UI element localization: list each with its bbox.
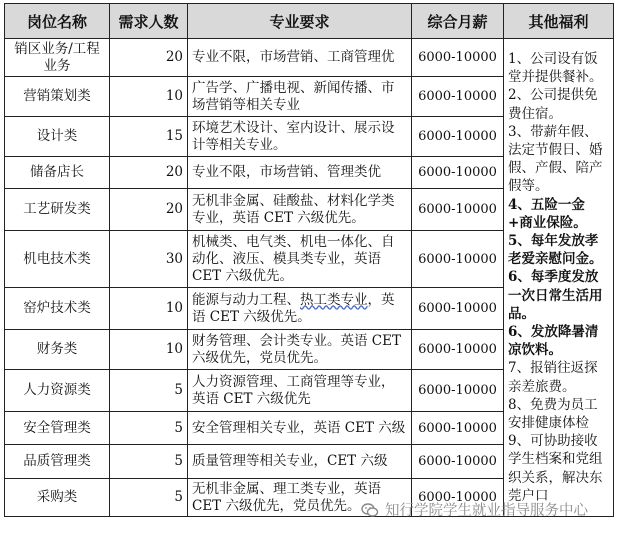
salary-cell: 6000-10000	[412, 231, 504, 288]
requirement-text-underlined: 热工类专业	[300, 291, 368, 308]
position-cell: 安全管理类	[5, 412, 110, 445]
requirement-cell: 机械类、电气类、机电一体化、自动化、液压、模具类专业，英语 CET 六级优先。	[188, 231, 412, 288]
position-cell: 储备店长	[5, 157, 110, 189]
header-salary: 综合月薪	[412, 4, 504, 39]
position-cell: 采购类	[5, 479, 110, 517]
benefit-item: 6、每季度发放一次日常生活用品。	[508, 269, 603, 322]
header-benefits: 其他福利	[504, 4, 614, 39]
header-row	[5, 4, 614, 39]
salary-cell: 6000-10000	[412, 189, 504, 231]
salary-cell: 6000-10000	[412, 445, 504, 479]
position-cell: 机电技术类	[5, 231, 110, 288]
salary-cell: 6000-10000	[412, 330, 504, 370]
requirement-cell: 专业不限，市场营销、管理类优	[188, 157, 412, 189]
requirement-cell	[188, 288, 412, 330]
salary-cell: 6000-10000	[412, 412, 504, 445]
jobs-table	[4, 3, 614, 517]
benefit-item: 9、可协助接收学生档案和党组织关系，解决东莞户口	[508, 433, 603, 504]
requirement-text: 能源与动力工程、	[192, 291, 300, 308]
position-cell: 设计类	[5, 117, 110, 157]
requirement-cell: 质量管理等相关专业，CET 六级	[188, 445, 412, 479]
count-cell: 20	[110, 189, 188, 231]
count-cell: 5	[110, 479, 188, 517]
position-cell: 品质管理类	[5, 445, 110, 479]
count-cell: 10	[110, 77, 188, 117]
benefit-item: 3、带薪年假、法定节假日、婚假、产假、陪产假等。	[508, 123, 603, 195]
count-cell: 20	[110, 157, 188, 189]
salary-cell: 6000-10000	[412, 117, 504, 157]
requirement-text: ，英语 CET 六级优先。	[192, 291, 395, 325]
watermark-text: 知行学院学生就业指导服务中心	[385, 503, 588, 519]
salary-cell: 6000-10000	[412, 479, 504, 517]
salary-cell: 6000-10000	[412, 77, 504, 117]
benefit-item: 1、公司设有饭堂并提供餐补。	[508, 50, 603, 86]
requirement-cell: 无机非金属、硅酸盐、材料化学类专业，英语 CET 六级优先。	[188, 189, 412, 231]
benefit-item: 8、免费为员工安排健康体检	[508, 396, 598, 432]
salary-cell: 6000-10000	[412, 288, 504, 330]
requirement-cell: 安全管理相关专业，英语 CET 六级	[188, 412, 412, 445]
position-cell: 销区业务/工程业务	[5, 39, 110, 77]
salary-cell: 6000-10000	[412, 39, 504, 77]
count-cell: 20	[110, 39, 188, 77]
position-cell: 财务类	[5, 330, 110, 370]
requirement-cell: 财务管理、会计类专业。英语 CET 六级优先，党员优先。	[188, 330, 412, 370]
position-cell: 工艺研发类	[5, 189, 110, 231]
header-requirement: 专业要求	[188, 4, 412, 39]
requirement-cell: 人力资源管理、工商管理等专业，英语 CET 六级优先	[188, 370, 412, 412]
requirement-cell: 环境艺术设计、室内设计、展示设计等相关专业。	[188, 117, 412, 157]
count-cell: 30	[110, 231, 188, 288]
count-cell: 10	[110, 288, 188, 330]
wechat-icon	[361, 501, 379, 519]
header-position: 岗位名称	[5, 4, 110, 39]
benefit-item: 7、报销往返探亲差旅费。	[508, 360, 598, 395]
salary-cell: 6000-10000	[412, 157, 504, 189]
count-cell: 15	[110, 117, 188, 157]
salary-cell: 6000-10000	[412, 370, 504, 412]
position-cell: 人力资源类	[5, 370, 110, 412]
requirement-cell: 专业不限，市场营销、工商管理优	[188, 39, 412, 77]
benefit-item: 2、公司提供免费住宿。	[508, 87, 598, 122]
requirement-cell: 广告学、广播电视、新闻传播、市场营销等相关专业	[188, 77, 412, 117]
header-count: 需求人数	[110, 4, 188, 39]
count-cell: 5	[110, 370, 188, 412]
count-cell: 10	[110, 330, 188, 370]
benefit-item: 5、每年发放孝老爱亲慰问金。	[508, 232, 603, 268]
table-row	[5, 39, 614, 77]
requirement-cell: 无机非金属、理工类专业，英语 CET 六级优先，党员优先。	[188, 479, 412, 517]
watermark	[361, 499, 588, 520]
position-cell: 窑炉技术类	[5, 288, 110, 330]
benefits-cell	[504, 39, 614, 517]
count-cell: 5	[110, 445, 188, 479]
count-cell: 5	[110, 412, 188, 445]
position-cell: 营销策划类	[5, 77, 110, 117]
benefit-item: 4、五险一金+商业保险。	[508, 196, 587, 231]
benefit-item: 6、发放降暑清凉饮料。	[508, 324, 599, 359]
